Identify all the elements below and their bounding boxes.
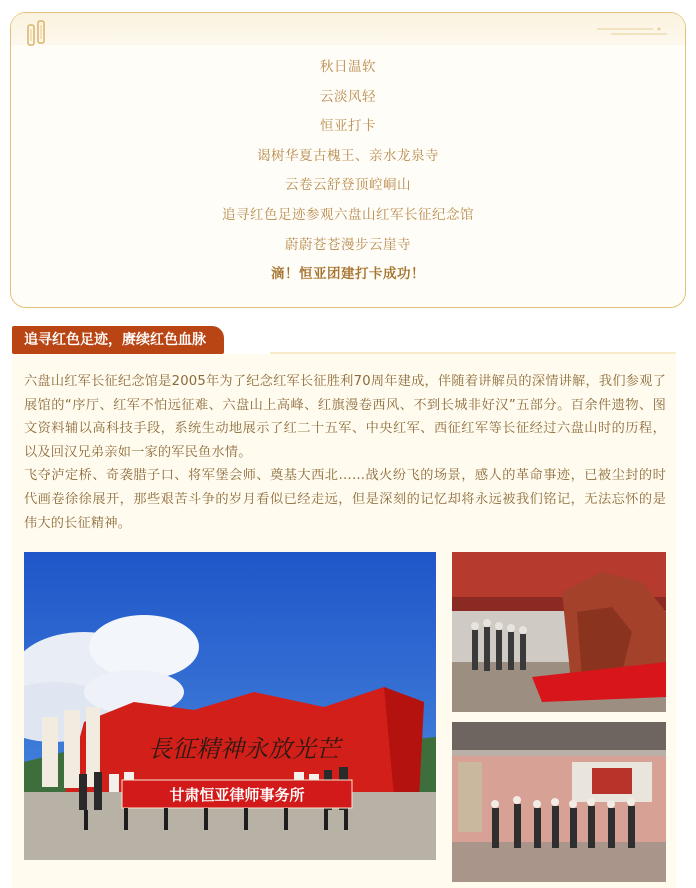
poem-lines (11, 53, 685, 290)
museum-sculpture-photo (452, 552, 666, 712)
section-body (24, 370, 666, 535)
section-title: 追寻红色足迹，赓续红色血脉 (12, 326, 224, 354)
group-banner-text: 甘肃恒亚律师事务所 (169, 786, 305, 804)
group-photo-monument (24, 552, 436, 860)
poem-line: 云卷云舒登顶崆峒山 (285, 177, 411, 194)
poem-line: 恒亚打卡 (320, 118, 376, 135)
poem-closing-line: 滴！恒亚团建打卡成功！ (271, 266, 425, 283)
poem-line: 秋日温软 (320, 59, 376, 75)
poem-line: 追寻红色足迹参观六盘山红军长征纪念馆 (222, 206, 474, 223)
scroll-icon (25, 19, 49, 49)
exhibition-hall-photo (452, 722, 666, 882)
poem-card (10, 12, 686, 308)
decorative-lines-icon (597, 25, 667, 39)
poem-line: 谒树华夏古槐王、亲水龙泉寺 (257, 147, 439, 164)
poem-card-header-band (11, 13, 685, 45)
body-paragraph: 六盘山红军长征纪念馆是2005年为了纪念红军长征胜利70周年建成，伴随着讲解员的深情讲解，我们参观了展馆的“序厅、红军不怕远征难、六盘山上高峰、红旗漫卷西风、不到长城非好汉”五部分。百余件遗物、图文资料辅以高科技手段，系统生动地展示了红二十五军、中央红军、西征红军等长征经过六盘山时的历程，以及回汉兄弟亲如一家的军民鱼水情。 (24, 374, 666, 460)
poem-line: 云淡风轻 (320, 88, 376, 105)
body-paragraph: 飞夺泸定桥、奇袭腊子口、将军堡会师、奠基大西北……战火纷飞的场景，感人的革命事迹，已被尘封的时代画卷徐徐展开，那些艰苦斗争的岁月看似已经走远，但是深刻的记忆却将永远被我们铭记，无法忘怀的是伟大的长征精神。 (24, 468, 666, 531)
monument-inscription: 長征精神永放光芒 (148, 735, 340, 763)
section-divider (270, 352, 676, 354)
poem-line: 蔚蔚苍苍漫步云崖寺 (285, 236, 411, 253)
